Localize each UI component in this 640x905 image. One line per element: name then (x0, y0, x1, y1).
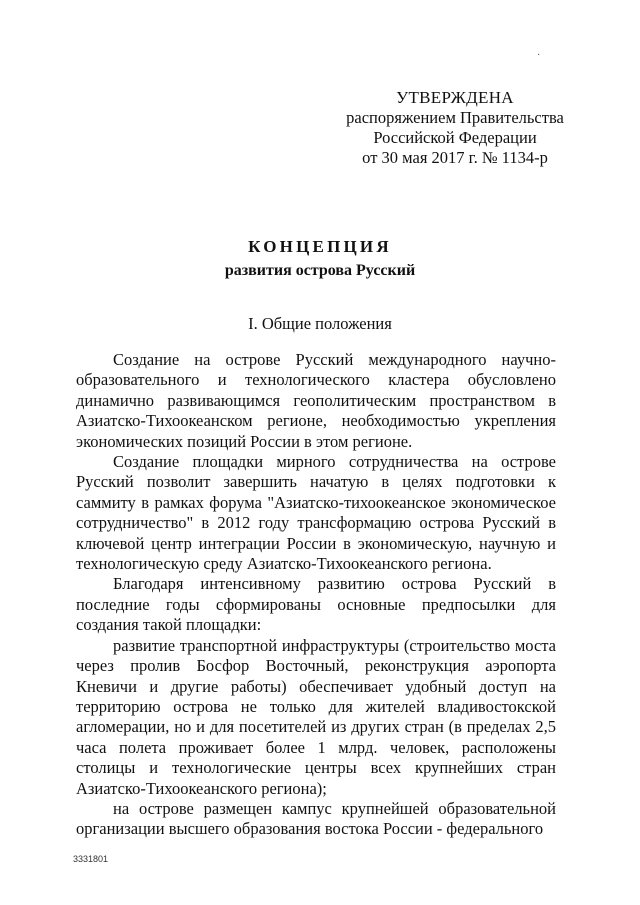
document-number: 3331801 (73, 854, 109, 864)
approval-heading: УТВЕРЖДЕНА (396, 88, 514, 107)
paragraph-4: развитие транспортной инфраструктуры (строительство моста через пролив Босфор Восточный, реконструкция аэропорта Кневичи и другие работы) обеспечивает удобный доступ на территорию острова не только для жителей владивостокской агломерации, но и для посетителей из других стран (в пределах 2,5 часа полета проживает более 1 млрд. человек, расположены столицы и технологические центры всех крупнейших стран Азиатско-Тихоокеанского региона); (76, 635, 556, 798)
paragraph-3: Благодаря интенсивному развитию острова Русский в последние годы сформированы основные предпосылки для создания такой площадки: (76, 574, 556, 635)
scan-mark: · (537, 50, 541, 61)
paragraph-2: Создание площадки мирного сотрудничества на острове Русский позволит завершить начатую в целях подготовки к саммиту в рамках форума "Азиатско-тихоокеанское экономическое сотрудничество" в 2012 году трансформацию острова Русский в ключевой центр интеграции России в экономическую, научную и технологическую среду Азиатско-Тихоокеанского региона. (76, 452, 556, 574)
paragraph-1: Создание на острове Русский международного научно-образовательного и технологического кластера обусловлено динамично развивающимся геополитическим пространством в Азиатско-Тихоокеанском регионе, необходимостью укрепления экономических позиций России в этом регионе. (76, 350, 556, 451)
paragraph-5: на острове размещен кампус крупнейшей образовательной организации высшего образования востока России - федерального (76, 798, 556, 839)
section-heading: I. Общие положения (248, 314, 392, 333)
approval-stamp (330, 88, 580, 168)
approval-line-2: Российской Федерации (373, 128, 537, 147)
document-body (76, 350, 556, 840)
approval-line-1: распоряжением Правительства (346, 108, 564, 127)
approval-line-3: от 30 мая 2017 г. № 1134-р (362, 148, 548, 167)
document-title: КОНЦЕПЦИЯ (248, 237, 392, 256)
document-subtitle: развития острова Русский (224, 262, 416, 279)
